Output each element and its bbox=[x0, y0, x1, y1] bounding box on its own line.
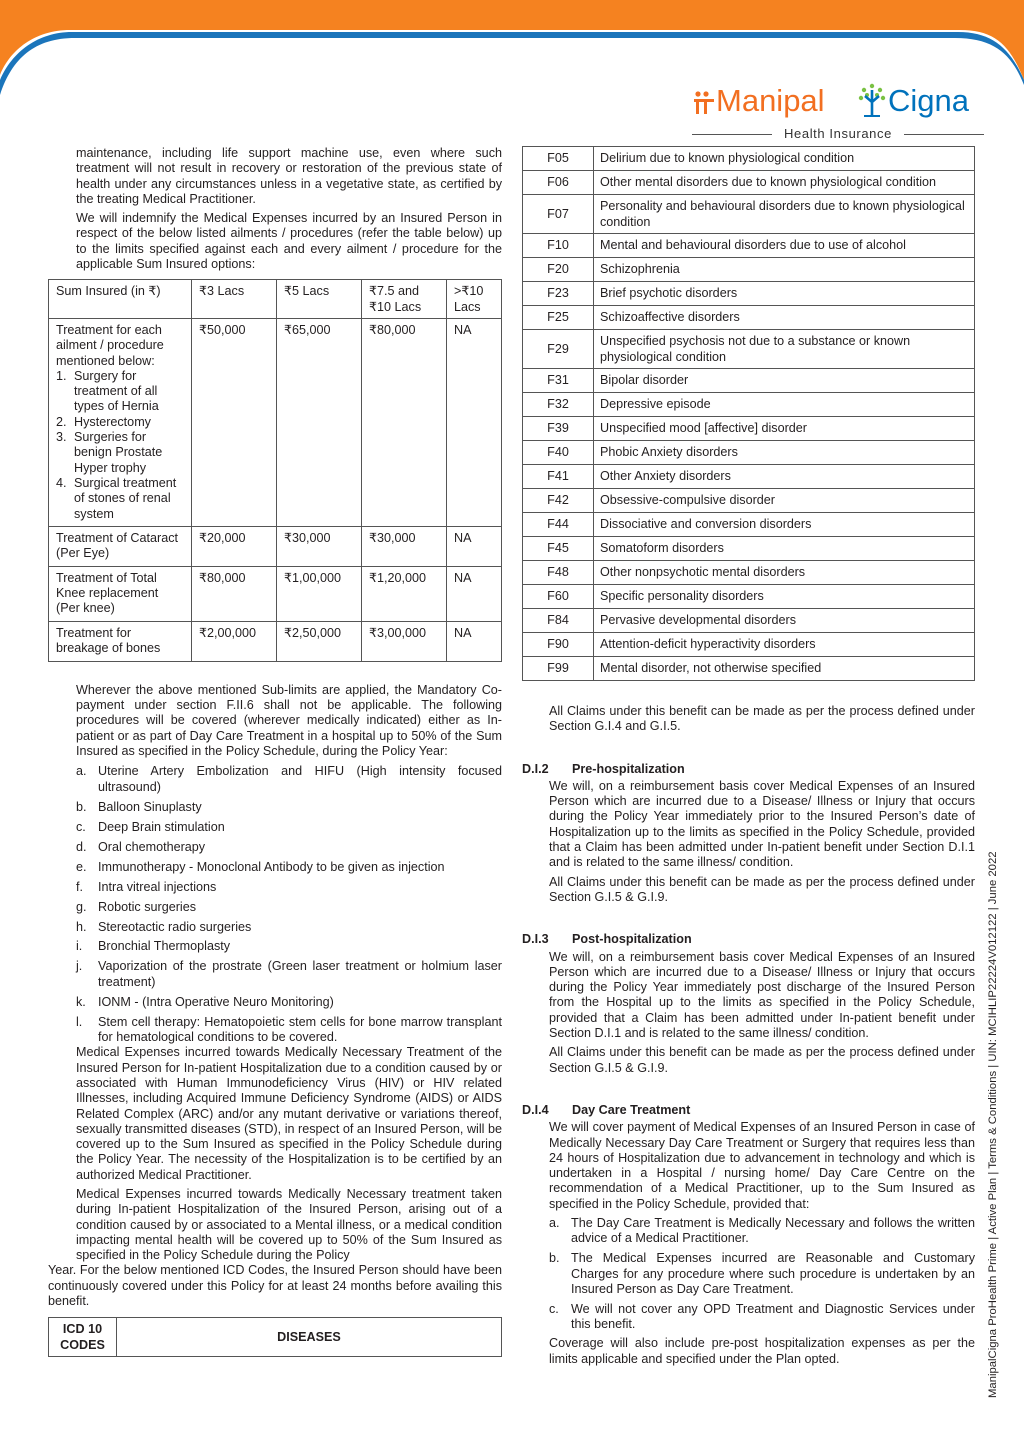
header-cell: ₹3 Lacs bbox=[192, 280, 277, 319]
section-title: Day Care Treatment bbox=[572, 1102, 691, 1117]
disease-cell: Other nonpsychotic mental disorders bbox=[594, 561, 975, 585]
disease-header: DISEASES bbox=[117, 1318, 502, 1357]
disease-cell: Dissociative and conversion disorders bbox=[594, 513, 975, 537]
table-row bbox=[523, 369, 975, 393]
list-item: k. IONM - (Intra Operative Neuro Monitoring) bbox=[76, 994, 334, 1009]
icd-code-cell: F29 bbox=[523, 330, 594, 369]
table-row bbox=[523, 465, 975, 489]
disease-cell: Other mental disorders due to known physiological condition bbox=[594, 171, 975, 195]
row-label: Treatment for each ailment / procedure mentioned below: bbox=[56, 322, 164, 368]
manipal-icon bbox=[692, 90, 716, 114]
table-row bbox=[523, 633, 975, 657]
table-row bbox=[523, 561, 975, 585]
table-row bbox=[49, 621, 502, 661]
section-heading bbox=[522, 932, 975, 947]
table-row bbox=[49, 566, 502, 621]
intro-paragraph-2: We will indemnify the Medical Expenses incurred by an Insured Person in respect of the below listed ailments / procedures (refer the table below) up to the limits specified against each and every ailment / procedure for the applicable Sum Insured options: bbox=[76, 211, 502, 272]
icd-table-header bbox=[48, 1317, 502, 1357]
table-row bbox=[49, 318, 502, 526]
left-column bbox=[48, 146, 502, 1357]
table-row bbox=[523, 147, 975, 171]
list-item: 4. Surgical treatment of stones of renal system bbox=[56, 475, 177, 521]
brand-subtitle: Health Insurance bbox=[692, 126, 984, 141]
claims-paragraph: All Claims under this benefit can be made as per the process defined under Section G.I.4 and G.I.5. bbox=[549, 704, 975, 734]
icd-code-cell: F48 bbox=[523, 561, 594, 585]
table-cell: ₹80,000 bbox=[192, 566, 277, 621]
table-row bbox=[523, 330, 975, 369]
icd-code-cell: F32 bbox=[523, 393, 594, 417]
icd-code-cell: F06 bbox=[523, 171, 594, 195]
disease-cell: Obsessive-compulsive disorder bbox=[594, 489, 975, 513]
disease-cell: Phobic Anxiety disorders bbox=[594, 441, 975, 465]
table-cell: NA bbox=[447, 526, 502, 566]
disease-cell: Pervasive developmental disorders bbox=[594, 609, 975, 633]
icd-code-cell: F84 bbox=[523, 609, 594, 633]
icd-code-cell: F31 bbox=[523, 369, 594, 393]
day-care-coverage: Coverage will also include pre-post hospitalization expenses as per the limits applicable and specified under the Plan opted. bbox=[549, 1336, 975, 1366]
disease-cell: Other Anxiety disorders bbox=[594, 465, 975, 489]
list-item: e. Immunotherapy - Monoclonal Antibody to be given as injection bbox=[76, 859, 445, 874]
procedure-list bbox=[48, 764, 502, 1045]
icd-code-cell: F41 bbox=[523, 465, 594, 489]
header-cell: ₹5 Lacs bbox=[277, 280, 362, 319]
cigna-tree-icon bbox=[856, 82, 888, 120]
icd-code-cell: F42 bbox=[523, 489, 594, 513]
disease-cell: Depressive episode bbox=[594, 393, 975, 417]
icd-code-cell: F10 bbox=[523, 234, 594, 258]
list-item: d. Oral chemotherapy bbox=[76, 839, 206, 854]
table-header-row bbox=[49, 280, 502, 319]
header-cell: Sum Insured (in ₹) bbox=[49, 280, 192, 319]
ailment-list bbox=[56, 369, 185, 522]
list-item: b. Balloon Sinuplasty bbox=[76, 799, 202, 814]
brand-name-manipal: Manipal bbox=[716, 83, 825, 118]
table-cell: ₹50,000 bbox=[192, 318, 277, 526]
brand-name-cigna: Cigna bbox=[888, 83, 969, 118]
table-row bbox=[523, 282, 975, 306]
table-row bbox=[523, 195, 975, 234]
icd-code-cell: F40 bbox=[523, 441, 594, 465]
list-item: l. Stem cell therapy: Hematopoietic stem cells for bone marrow transplant for hematological conditions to be covered. bbox=[76, 1014, 502, 1045]
list-item: 2. Hysterectomy bbox=[56, 414, 151, 429]
table-row bbox=[523, 258, 975, 282]
table-row bbox=[523, 585, 975, 609]
icd-code-cell: F05 bbox=[523, 147, 594, 171]
pre-hospitalization-body: We will, on a reimbursement basis cover Medical Expenses of an Insured Person which are incurred due to a Disease/ Illness or Injury that occurs during the Policy Year immediately prior to the Insured Person’s date of Hospitalization up to the limits as specified in the Policy Schedule, provided that a Claim has been admitted under In-patient benefit under Section D.I.1 and is related to the same illness/ condition. bbox=[549, 778, 975, 870]
section-title: Post-hospitalization bbox=[572, 932, 692, 947]
disease-cell: Personality and behavioural disorders due to known physiological condition bbox=[594, 195, 975, 234]
table-cell: ₹20,000 bbox=[192, 526, 277, 566]
icd-table-body bbox=[523, 147, 975, 681]
section-number: D.I.3 bbox=[522, 932, 549, 947]
icd-code-cell: F20 bbox=[523, 258, 594, 282]
hiv-paragraph: Medical Expenses incurred towards Medically Necessary Treatment of the Insured Person for In-patient Hospitalization due to a condition caused by or associated with Human Immunodeficiency Virus (HIV) or HIV related Illnesses, including Acquired Immune Deficiency Syndrome (AIDS) or AIDS Related Complex (ARC) and/or any mutant derivative or variations thereof, sexually transmitted diseases (STD), in respect of an Insured Person, will be covered up to the Sum Insured as specified in the Policy Schedule during the Policy Year. The necessity of the Hospitalization is to be certified by an authorized Medical Practitioner. bbox=[76, 1045, 502, 1182]
table-row bbox=[523, 537, 975, 561]
table-cell: ₹1,00,000 bbox=[277, 566, 362, 621]
icd-code-cell: F39 bbox=[523, 417, 594, 441]
table-cell: ₹3,00,000 bbox=[362, 621, 447, 661]
table-row bbox=[523, 513, 975, 537]
list-item: a. The Day Care Treatment is Medically Necessary and follows the written advice of a Medical Practitioner. bbox=[549, 1216, 975, 1246]
table-cell: NA bbox=[447, 566, 502, 621]
right-column bbox=[522, 146, 975, 1367]
icd-code-cell: F25 bbox=[523, 306, 594, 330]
disease-cell: Schizophrenia bbox=[594, 258, 975, 282]
list-item: 3. Surgeries for benign Prostate Hyper trophy bbox=[56, 430, 163, 475]
list-item: c. Deep Brain stimulation bbox=[76, 819, 225, 834]
table-row bbox=[523, 441, 975, 465]
post-hospitalization-body: We will, on a reimbursement basis cover Medical Expenses of an Insured Person which are incurred due to a Disease/ Illness or Injury that occurs during the Policy Year immediately post discharge of the Insured Person from the Hospital up to the limits as specified in the Policy Schedule, provided that a Claim has been admitted under In-patient benefit under Section D.I.1 and is related to the same illness/ condition. bbox=[549, 949, 975, 1041]
row-label-cell: Treatment for breakage of bones bbox=[49, 621, 192, 661]
table-cell: ₹2,50,000 bbox=[277, 621, 362, 661]
disease-cell: Unspecified mood [affective] disorder bbox=[594, 417, 975, 441]
post-hospitalization-claims: All Claims under this benefit can be made as per the process defined under Section G.I.5 & G.I.9. bbox=[549, 1045, 975, 1075]
section-title: Pre-hospitalization bbox=[572, 761, 685, 776]
section-heading bbox=[522, 762, 975, 777]
disease-cell: Attention-deficit hyperactivity disorders bbox=[594, 633, 975, 657]
table-row bbox=[523, 657, 975, 681]
icd-code-cell: F60 bbox=[523, 585, 594, 609]
mental-illness-paragraph-cont: Year. For the below mentioned ICD Codes, the Insured Person should have been continuously covered under this Policy for at least 24 months before availing this benefit. bbox=[48, 1263, 502, 1309]
section-number: D.I.4 bbox=[522, 1102, 549, 1117]
icd-code-cell: F90 bbox=[523, 633, 594, 657]
sublimits-paragraph: Wherever the above mentioned Sub-limits are applied, the Mandatory Co-payment under section F.II.6 shall not be applicable. The following procedures will be covered (wherever medically indicated) either as In-patient or as part of Day Care Treatment in a hospital up to 50% of the Sum Insured as specified in the Policy Schedule, during the Policy Year: bbox=[76, 682, 502, 759]
table-cell: ₹80,000 bbox=[362, 318, 447, 526]
icd-code-cell: F07 bbox=[523, 195, 594, 234]
table-cell: ₹2,00,000 bbox=[192, 621, 277, 661]
disease-cell: Somatoform disorders bbox=[594, 537, 975, 561]
disease-cell: Mental disorder, not otherwise specified bbox=[594, 657, 975, 681]
icd-code-cell: F45 bbox=[523, 537, 594, 561]
disease-cell: Brief psychotic disorders bbox=[594, 282, 975, 306]
row-label-cell bbox=[49, 318, 192, 526]
icd-code-cell: F44 bbox=[523, 513, 594, 537]
table-row bbox=[523, 609, 975, 633]
icd-code-table bbox=[522, 146, 975, 681]
list-item: i. Bronchial Thermoplasty bbox=[76, 939, 231, 954]
table-cell: NA bbox=[447, 318, 502, 526]
side-footer-text: ManipalCigna ProHealth Prime | Active Plan | Terms & Conditions | UIN: MCIHLIP22224V012122 | June 2022 bbox=[987, 851, 999, 1398]
table-row bbox=[523, 306, 975, 330]
disease-cell: Unspecified psychosis not due to a substance or known physiological condition bbox=[594, 330, 975, 369]
pre-hospitalization-claims: All Claims under this benefit can be made as per the process defined under Section G.I.5 & G.I.9. bbox=[549, 874, 975, 904]
disease-cell: Specific personality disorders bbox=[594, 585, 975, 609]
disease-cell: Mental and behavioural disorders due to use of alcohol bbox=[594, 234, 975, 258]
disease-cell: Delirium due to known physiological condition bbox=[594, 147, 975, 171]
table-header-row bbox=[49, 1318, 502, 1357]
list-item: g. Robotic surgeries bbox=[76, 899, 196, 914]
day-care-body: We will cover payment of Medical Expenses of an Insured Person in case of Medically Necessary Day Care Treatment or Surgery that requires less than 24 hours of Hospitalization due to advancement in technology and which is undertaken in a Hospital / nursing home/ Day Care Centre on the recommendation of a Medical Practitioner, up to the Sum Insured as specified in the Policy Schedule, provided that: bbox=[549, 1120, 975, 1211]
header-cell: >₹10 Lacs bbox=[447, 280, 502, 319]
list-item: j. Vaporization of the prostrate (Green laser treatment or holmium laser treatment) bbox=[76, 959, 502, 989]
table-row bbox=[523, 489, 975, 513]
day-care-conditions bbox=[522, 1216, 975, 1332]
section-number: D.I.2 bbox=[522, 761, 549, 776]
list-item: a. Uterine Artery Embolization and HIFU (High intensity focused ultrasound) bbox=[76, 764, 502, 794]
list-item: f. Intra vitreal injections bbox=[76, 879, 217, 894]
disease-cell: Bipolar disorder bbox=[594, 369, 975, 393]
header-cell: ₹7.5 and ₹10 Lacs bbox=[362, 280, 447, 319]
table-cell: ₹30,000 bbox=[362, 526, 447, 566]
disease-cell: Schizoaffective disorders bbox=[594, 306, 975, 330]
icd-code-cell: F99 bbox=[523, 657, 594, 681]
list-item: h. Stereotactic radio surgeries bbox=[76, 919, 252, 934]
icd-code-cell: F23 bbox=[523, 282, 594, 306]
sub-limit-table bbox=[48, 279, 502, 661]
intro-paragraph-1: maintenance, including life support machine use, even where such treatment will not result in recovery or restoration of the previous state of health under any circumstances unless in a vegetative state, as certified by the treating Medical Practitioner. bbox=[76, 146, 502, 206]
table-cell: NA bbox=[447, 621, 502, 661]
table-row bbox=[523, 234, 975, 258]
table-cell: ₹1,20,000 bbox=[362, 566, 447, 621]
table-row bbox=[523, 393, 975, 417]
table-row bbox=[523, 171, 975, 195]
list-item: 1. Surgery for treatment of all types of Hernia bbox=[56, 368, 159, 414]
brand-logo bbox=[692, 84, 992, 144]
row-label-cell: Treatment of Total Knee replacement (Per knee) bbox=[49, 566, 192, 621]
row-label-cell: Treatment of Cataract (Per Eye) bbox=[49, 526, 192, 566]
list-item: c. We will not cover any OPD Treatment and Diagnostic Services under this benefit. bbox=[549, 1301, 975, 1332]
table-row bbox=[523, 417, 975, 441]
table-cell: ₹30,000 bbox=[277, 526, 362, 566]
section-heading bbox=[522, 1103, 975, 1118]
table-cell: ₹65,000 bbox=[277, 318, 362, 526]
icd-code-header: ICD 10 CODES bbox=[49, 1318, 117, 1357]
table-row bbox=[49, 526, 502, 566]
list-item: b. The Medical Expenses incurred are Reasonable and Customary Charges for any procedure where such procedure is undertaken by an Insured Person as Day Care Treatment. bbox=[549, 1251, 975, 1296]
mental-illness-paragraph: Medical Expenses incurred towards Medically Necessary treatment taken during In-patient Hospitalization of the Insured Person, arising out of a condition caused by or associated to a Mental illness, or a medical condition impacting mental health will be covered up to 50% of the Sum Insured as specified in the Policy Schedule during the Policy bbox=[76, 1187, 502, 1263]
